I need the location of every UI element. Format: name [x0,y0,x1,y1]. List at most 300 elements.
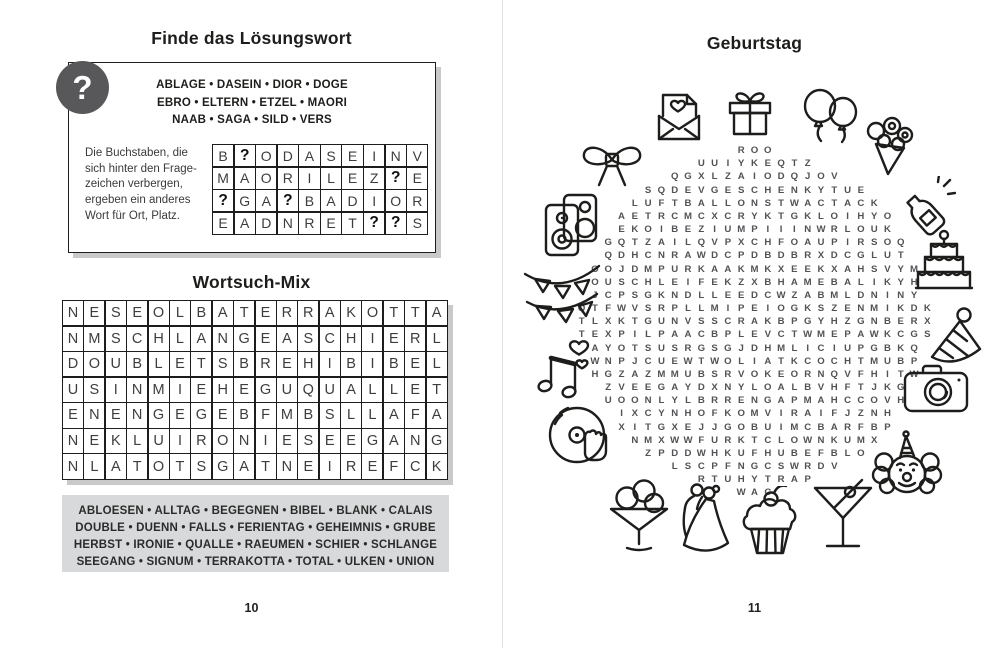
circle-letter[interactable]: R [790,408,798,420]
circle-letter[interactable]: A [790,276,798,288]
circle-letter[interactable]: C [644,408,652,420]
circle-letter[interactable]: B [830,447,838,459]
circle-letter[interactable]: K [697,263,705,275]
circle-letter[interactable]: A [618,210,625,222]
circle-letter[interactable]: K [790,355,798,367]
circle-letter[interactable]: K [897,303,905,315]
circle-letter[interactable]: J [844,408,851,420]
circle-letter[interactable]: A [764,355,772,367]
grid-cell[interactable]: O [213,429,233,453]
circle-letter[interactable]: K [883,224,891,236]
grid-cell[interactable]: D [256,213,276,234]
grid-cell[interactable]: L [384,378,404,402]
circle-letter[interactable]: R [724,395,732,407]
circle-letter[interactable]: E [644,382,652,394]
circle-letter[interactable]: M [816,329,825,341]
circle-letter[interactable]: G [857,250,865,262]
circle-letter[interactable]: C [844,395,852,407]
circle-letter[interactable]: I [779,421,783,433]
circle-letter[interactable]: P [791,316,798,328]
circle-letter[interactable]: P [724,329,732,341]
circle-letter[interactable]: V [711,237,718,249]
grid-cell[interactable]: G [235,190,255,211]
circle-letter[interactable]: T [578,316,585,328]
circle-letter[interactable]: N [604,355,612,367]
grid-cell[interactable]: E [342,168,362,189]
circle-letter[interactable]: D [857,289,865,301]
grid-cell[interactable]: K [106,429,126,453]
grid-cell[interactable]: N [63,454,83,478]
grid-cell[interactable]: K [341,301,361,325]
circle-letter[interactable]: O [830,210,838,222]
circle-letter[interactable]: A [711,263,719,275]
circle-letter[interactable]: A [804,408,812,420]
circle-letter[interactable]: F [751,447,758,459]
circle-letter[interactable]: K [883,382,891,394]
circle-letter[interactable]: S [631,289,639,301]
circle-letter[interactable]: F [711,408,718,420]
circle-letter[interactable]: P [724,237,732,249]
circle-letter[interactable]: B [883,316,891,328]
circle-letter[interactable]: G [803,316,812,328]
grid-cell[interactable]: B [127,352,147,376]
circle-letter[interactable]: I [872,276,876,288]
grid-cell[interactable]: M [84,327,104,351]
circle-letter[interactable]: D [618,250,625,262]
grid-cell[interactable]: C [405,454,425,478]
circle-letter[interactable]: S [671,342,678,354]
grid-cell[interactable]: ? [278,190,298,211]
circle-letter[interactable]: N [870,316,878,328]
circle-letter[interactable]: H [830,316,838,328]
circle-letter[interactable]: E [711,276,718,288]
grid-cell[interactable]: L [84,454,104,478]
circle-letter[interactable]: A [751,316,758,328]
grid-cell[interactable]: T [405,301,425,325]
circle-letter[interactable]: T [751,434,758,446]
circle-letter[interactable]: O [737,197,745,209]
circle-letter[interactable]: N [631,434,639,446]
circle-letter[interactable]: T [698,355,705,367]
circle-letter[interactable]: O [737,408,745,420]
circle-letter[interactable]: S [764,197,771,209]
circle-letter[interactable]: C [697,461,705,473]
circle-letter[interactable]: W [776,289,786,301]
circle-letter[interactable]: N [671,289,679,301]
circle-letter[interactable]: N [751,395,758,407]
circle-letter[interactable]: B [790,447,798,459]
circle-letter[interactable]: H [764,237,772,249]
circle-letter[interactable]: X [831,263,838,275]
circle-letter[interactable]: G [897,382,905,394]
grid-cell[interactable]: L [427,327,447,351]
circle-letter[interactable]: O [870,395,878,407]
grid-cell[interactable]: A [299,145,319,166]
circle-letter[interactable]: N [644,395,652,407]
circle-letter[interactable]: U [883,355,891,367]
circle-letter[interactable]: L [685,303,691,315]
circle-letter[interactable]: E [844,303,851,315]
circle-letter[interactable]: I [886,289,889,301]
circle-letter[interactable]: F [778,237,785,249]
circle-letter[interactable]: K [737,434,745,446]
circle-letter[interactable]: W [616,303,627,315]
circle-letter[interactable]: X [711,382,718,394]
circle-letter[interactable]: B [830,276,838,288]
grid-cell[interactable]: E [341,429,361,453]
grid-cell[interactable]: S [407,213,427,234]
circle-letter[interactable]: F [857,368,864,380]
circle-letter[interactable]: T [631,316,638,328]
grid-cell[interactable]: L [362,378,382,402]
grid-cell[interactable]: E [106,403,126,427]
grid-cell[interactable]: L [170,301,190,325]
circle-letter[interactable]: B [697,395,705,407]
circle-letter[interactable]: D [751,289,758,301]
circle-letter[interactable]: X [658,434,665,446]
circle-letter[interactable]: A [751,487,758,499]
grid-cell[interactable]: E [213,213,233,234]
circle-letter[interactable]: O [644,224,652,236]
grid-cell[interactable]: H [341,327,361,351]
circle-letter[interactable]: H [897,395,905,407]
grid-cell[interactable]: A [191,327,211,351]
circle-letter[interactable]: O [750,368,759,380]
grid-cell[interactable]: ? [213,190,233,211]
circle-letter[interactable]: E [751,303,758,315]
circle-letter[interactable]: G [790,303,799,315]
circle-letter[interactable]: W [869,329,879,341]
grid-cell[interactable]: I [362,327,382,351]
circle-letter[interactable]: R [857,237,865,249]
circle-letter[interactable]: O [777,303,785,315]
grid-cell[interactable]: I [320,454,340,478]
circle-letter[interactable]: S [644,303,652,315]
grid-cell[interactable]: I [364,145,384,166]
circle-letter[interactable]: W [736,487,746,499]
circle-letter[interactable]: J [738,342,744,354]
circle-letter[interactable]: H [777,276,785,288]
circle-letter[interactable]: Z [618,368,625,380]
circle-letter[interactable]: Z [698,224,705,236]
grid-cell[interactable]: R [407,190,427,211]
grid-cell[interactable]: L [127,429,147,453]
grid-cell[interactable]: R [405,327,425,351]
circle-letter[interactable]: R [737,316,745,328]
circle-letter[interactable]: H [883,408,891,420]
circle-letter[interactable]: K [897,342,905,354]
circle-letter[interactable]: A [844,263,852,275]
circle-letter[interactable]: J [618,263,625,275]
circle-letter[interactable]: K [804,210,812,222]
grid-cell[interactable]: A [106,454,126,478]
grid-cell[interactable]: L [170,327,190,351]
circle-letter[interactable]: C [817,342,825,354]
circle-letter[interactable]: B [777,316,785,328]
grid-cell[interactable]: F [405,403,425,427]
circle-letter[interactable]: O [790,368,799,380]
grid-cell[interactable]: O [362,301,382,325]
circle-letter[interactable]: A [777,382,785,394]
circle-letter[interactable]: N [870,408,878,420]
circle-letter[interactable]: N [737,461,745,473]
circle-letter[interactable]: U [777,447,785,459]
grid-cell[interactable]: A [321,190,341,211]
grid-cell[interactable]: T [384,301,404,325]
circle-letter[interactable]: P [658,447,665,459]
circle-letter[interactable]: V [831,171,838,183]
circle-letter[interactable]: K [764,368,772,380]
circle-letter[interactable]: X [631,408,639,420]
circle-letter[interactable]: K [817,263,825,275]
circle-letter[interactable]: A [684,329,692,341]
grid-cell[interactable]: E [213,403,233,427]
circle-letter[interactable]: U [844,342,852,354]
circle-letter[interactable]: C [644,250,652,262]
grid-cell[interactable]: E [298,454,318,478]
circle-letter[interactable]: G [684,171,692,183]
circle-letter[interactable]: F [844,382,851,394]
circle-letter[interactable]: W [683,355,693,367]
grid-cell[interactable]: K [427,454,447,478]
circle-letter[interactable]: A [631,368,639,380]
circle-letter[interactable]: Z [645,368,652,380]
circle-letter[interactable]: Y [897,276,904,288]
circle-letter[interactable]: E [737,395,745,407]
circle-letter[interactable]: O [857,447,865,459]
grid-cell[interactable]: S [106,327,126,351]
circle-letter[interactable]: P [737,303,745,315]
circle-letter[interactable]: K [724,408,732,420]
grid-cell[interactable]: R [299,213,319,234]
circle-letter[interactable]: I [766,224,770,236]
grid-cell[interactable]: O [256,145,276,166]
circle-letter[interactable]: G [724,342,732,354]
circle-letter[interactable]: O [591,276,599,288]
circle-letter[interactable]: I [660,224,663,236]
circle-letter[interactable]: E [737,289,745,301]
circle-letter[interactable]: G [870,342,878,354]
circle-letter[interactable]: O [764,171,772,183]
circle-letter[interactable]: M [710,303,719,315]
circle-letter[interactable]: M [644,434,653,446]
circle-letter[interactable]: P [658,263,665,275]
circle-letter[interactable]: A [777,395,785,407]
grid-cell[interactable]: S [191,454,211,478]
circle-letter[interactable]: H [844,355,852,367]
circle-letter[interactable]: X [870,434,878,446]
circle-letter[interactable]: A [804,197,812,209]
circle-letter[interactable]: B [883,342,891,354]
circle-letter[interactable]: L [631,197,638,209]
circle-letter[interactable]: B [817,421,825,433]
circle-letter[interactable]: M [737,224,746,236]
circle-letter[interactable]: E [724,184,732,196]
circle-letter[interactable]: V [698,184,705,196]
circle-letter[interactable]: W [789,461,799,473]
circle-letter[interactable]: A [804,289,812,301]
grid-cell[interactable]: B [191,301,211,325]
circle-letter[interactable]: G [790,210,799,222]
circle-letter[interactable]: I [633,329,637,341]
circle-letter[interactable]: F [831,408,838,420]
circle-letter[interactable]: E [618,224,625,236]
circle-letter[interactable]: I [779,224,783,236]
circle-letter[interactable]: W [803,329,813,341]
circle-letter[interactable]: Q [790,171,799,183]
circle-letter[interactable]: O [604,263,612,275]
circle-letter[interactable]: C [671,210,679,222]
grid-cell[interactable]: ? [386,213,406,234]
circle-letter[interactable]: Z [857,408,864,420]
grid-cell[interactable]: E [256,327,276,351]
circle-letter[interactable]: E [831,329,838,341]
circle-letter[interactable]: L [844,224,851,236]
circle-letter[interactable]: L [738,355,745,367]
circle-letter[interactable]: F [698,276,705,288]
circle-letter[interactable]: O [883,210,892,222]
circle-letter[interactable]: V [618,382,625,394]
grid-cell[interactable]: A [277,327,297,351]
circle-letter[interactable]: A [790,474,798,486]
circle-letter[interactable]: O [631,395,639,407]
circle-letter[interactable]: P [658,329,665,341]
circle-letter[interactable]: A [804,237,812,249]
circle-letter[interactable]: B [817,289,825,301]
circle-letter[interactable]: V [684,316,692,328]
circle-letter[interactable]: U [657,316,665,328]
circle-letter[interactable]: Q [777,158,785,170]
circle-letter[interactable]: C [631,276,639,288]
grid-cell[interactable]: U [320,378,340,402]
circle-letter[interactable]: L [698,303,705,315]
circle-letter[interactable]: U [724,224,732,236]
circle-letter[interactable]: I [806,342,810,354]
circle-letter[interactable]: T [631,237,638,249]
grid-cell[interactable]: O [84,352,104,376]
circle-letter[interactable]: A [817,395,825,407]
circle-letter[interactable]: G [710,184,719,196]
circle-letter[interactable]: D [684,289,692,301]
circle-letter[interactable]: S [711,316,718,328]
circle-letter[interactable]: R [724,434,732,446]
circle-letter[interactable]: M [644,263,653,275]
grid-cell[interactable]: I [106,378,126,402]
circle-letter[interactable]: O [817,171,825,183]
circle-letter[interactable]: A [657,237,665,249]
circle-letter[interactable]: E [751,329,758,341]
circle-letter[interactable]: P [737,250,745,262]
circle-letter[interactable]: E [684,184,692,196]
circle-letter[interactable]: I [886,368,889,380]
circle-letter[interactable]: Y [870,210,878,222]
circle-letter[interactable]: E [684,224,692,236]
circle-letter[interactable]: O [697,408,706,420]
circle-letter[interactable]: M [803,276,812,288]
circle-letter[interactable]: L [791,382,798,394]
circle-letter[interactable]: Q [697,237,706,249]
grid-cell[interactable]: I [299,168,319,189]
grid-cell[interactable]: T [127,454,147,478]
circle-letter[interactable]: K [631,224,639,236]
circle-letter[interactable]: L [685,237,691,249]
grid-cell[interactable]: I [170,378,190,402]
circle-letter[interactable]: X [777,263,785,275]
circle-letter[interactable]: Y [671,395,678,407]
grid-cell[interactable]: U [63,378,83,402]
circle-letter[interactable]: U [711,158,719,170]
circle-letter[interactable]: P [884,421,891,433]
circle-letter[interactable]: H [684,408,692,420]
circle-letter[interactable]: Y [910,289,918,301]
circle-letter[interactable]: Y [658,408,665,420]
circle-letter[interactable]: S [644,342,652,354]
circle-letter[interactable]: O [617,342,626,354]
circle-letter[interactable]: B [764,276,772,288]
circle-letter[interactable]: T [897,368,904,380]
circle-letter[interactable]: A [671,329,679,341]
circle-letter[interactable]: I [686,276,690,288]
circle-letter[interactable]: A [737,171,745,183]
circle-letter[interactable]: N [804,224,812,236]
circle-letter[interactable]: O [724,355,732,367]
circle-letter[interactable]: P [671,303,678,315]
circle-letter[interactable]: E [631,210,639,222]
circle-letter[interactable]: B [804,382,812,394]
grid-cell[interactable]: N [278,213,298,234]
circle-letter[interactable]: T [831,184,838,196]
circle-letter[interactable]: Q [604,250,612,262]
circle-letter[interactable]: M [684,210,692,222]
circle-letter[interactable]: U [657,342,665,354]
grid-cell[interactable]: A [213,301,233,325]
grid-cell[interactable]: E [170,403,190,427]
circle-letter[interactable]: C [777,329,785,341]
grid-cell[interactable]: E [84,301,104,325]
circle-letter[interactable]: R [657,303,665,315]
circle-letter[interactable]: U [604,395,612,407]
grid-cell[interactable]: E [234,378,254,402]
grid-cell[interactable]: G [191,403,211,427]
circle-letter[interactable]: S [618,276,625,288]
circle-letter[interactable]: E [897,316,904,328]
circle-letter[interactable]: T [857,382,864,394]
circle-letter[interactable]: Z [791,289,798,301]
grid-cell[interactable]: E [321,213,341,234]
circle-letter[interactable]: H [711,447,719,459]
circle-letter[interactable]: H [830,382,838,394]
grid-cell[interactable]: O [256,168,276,189]
circle-letter[interactable]: D [671,184,679,196]
grid-cell[interactable]: H [298,352,318,376]
grid-cell[interactable]: O [386,190,406,211]
circle-letter[interactable]: X [605,316,612,328]
circle-letter[interactable]: T [897,250,904,262]
grid-cell[interactable]: Z [364,168,384,189]
grid-cell[interactable]: D [342,190,362,211]
grid-cell[interactable]: L [321,168,341,189]
grid-cell[interactable]: S [213,352,233,376]
grid-cell[interactable]: R [256,352,276,376]
circle-letter[interactable]: A [857,329,865,341]
grid-cell[interactable]: T [427,378,447,402]
circle-letter[interactable]: L [791,342,798,354]
grid-cell[interactable]: G [213,454,233,478]
grid-cell[interactable]: E [191,378,211,402]
circle-letter[interactable]: W [696,447,706,459]
circle-letter[interactable]: I [673,237,677,249]
circle-letter[interactable]: Z [724,171,731,183]
